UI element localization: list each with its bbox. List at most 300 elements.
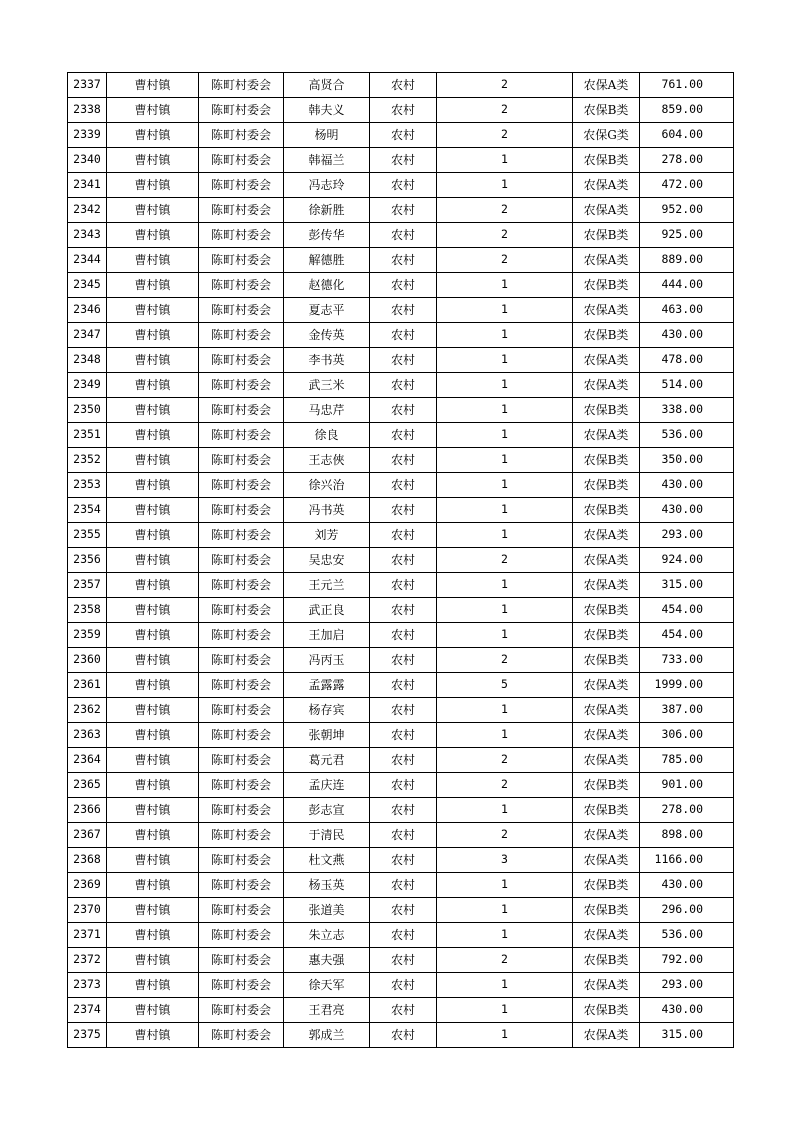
table-row xyxy=(68,798,734,823)
amount-cell: 430.00 xyxy=(640,498,734,523)
amount-cell: 430.00 xyxy=(640,473,734,498)
table-row xyxy=(68,173,734,198)
town-cell: 曹村镇 xyxy=(107,898,199,923)
table-row xyxy=(68,98,734,123)
row-number: 2344 xyxy=(68,248,107,273)
amount-cell: 889.00 xyxy=(640,248,734,273)
table-row xyxy=(68,623,734,648)
row-number: 2366 xyxy=(68,798,107,823)
insurance-class-cell: 农保A类 xyxy=(573,73,640,98)
name-cell: 冯志玲 xyxy=(284,173,370,198)
insurance-class-cell: 农保B类 xyxy=(573,648,640,673)
area-type-cell: 农村 xyxy=(370,998,437,1023)
table-row xyxy=(68,1023,734,1048)
town-cell: 曹村镇 xyxy=(107,523,199,548)
household-count-cell: 1 xyxy=(437,398,573,423)
name-cell: 杨玉英 xyxy=(284,873,370,898)
amount-cell: 478.00 xyxy=(640,348,734,373)
area-type-cell: 农村 xyxy=(370,448,437,473)
village-committee-cell: 陈町村委会 xyxy=(199,823,284,848)
household-count-cell: 1 xyxy=(437,323,573,348)
town-cell: 曹村镇 xyxy=(107,323,199,348)
area-type-cell: 农村 xyxy=(370,348,437,373)
area-type-cell: 农村 xyxy=(370,573,437,598)
name-cell: 葛元君 xyxy=(284,748,370,773)
insurance-class-cell: 农保B类 xyxy=(573,873,640,898)
insurance-class-cell: 农保B类 xyxy=(573,498,640,523)
table-row xyxy=(68,273,734,298)
area-type-cell: 农村 xyxy=(370,648,437,673)
town-cell: 曹村镇 xyxy=(107,998,199,1023)
name-cell: 刘芳 xyxy=(284,523,370,548)
town-cell: 曹村镇 xyxy=(107,548,199,573)
name-cell: 惠夫强 xyxy=(284,948,370,973)
name-cell: 吴忠安 xyxy=(284,548,370,573)
village-committee-cell: 陈町村委会 xyxy=(199,1023,284,1048)
table-row xyxy=(68,648,734,673)
area-type-cell: 农村 xyxy=(370,923,437,948)
village-committee-cell: 陈町村委会 xyxy=(199,448,284,473)
amount-cell: 430.00 xyxy=(640,998,734,1023)
area-type-cell: 农村 xyxy=(370,323,437,348)
town-cell: 曹村镇 xyxy=(107,723,199,748)
table-row xyxy=(68,123,734,148)
household-count-cell: 2 xyxy=(437,123,573,148)
row-number: 2342 xyxy=(68,198,107,223)
insurance-class-cell: 农保B类 xyxy=(573,148,640,173)
household-count-cell: 1 xyxy=(437,473,573,498)
table-row xyxy=(68,748,734,773)
area-type-cell: 农村 xyxy=(370,298,437,323)
name-cell: 杨明 xyxy=(284,123,370,148)
row-number: 2353 xyxy=(68,473,107,498)
village-committee-cell: 陈町村委会 xyxy=(199,923,284,948)
table-row xyxy=(68,398,734,423)
village-committee-cell: 陈町村委会 xyxy=(199,198,284,223)
name-cell: 李书英 xyxy=(284,348,370,373)
village-committee-cell: 陈町村委会 xyxy=(199,123,284,148)
household-count-cell: 1 xyxy=(437,298,573,323)
household-count-cell: 1 xyxy=(437,598,573,623)
name-cell: 赵德化 xyxy=(284,273,370,298)
amount-cell: 536.00 xyxy=(640,923,734,948)
name-cell: 徐新胜 xyxy=(284,198,370,223)
town-cell: 曹村镇 xyxy=(107,798,199,823)
town-cell: 曹村镇 xyxy=(107,623,199,648)
insurance-class-cell: 农保B类 xyxy=(573,798,640,823)
household-count-cell: 1 xyxy=(437,148,573,173)
insurance-class-cell: 农保A类 xyxy=(573,373,640,398)
area-type-cell: 农村 xyxy=(370,873,437,898)
amount-cell: 430.00 xyxy=(640,873,734,898)
table-row xyxy=(68,823,734,848)
row-number: 2355 xyxy=(68,523,107,548)
amount-cell: 293.00 xyxy=(640,523,734,548)
insurance-class-cell: 农保B类 xyxy=(573,948,640,973)
household-count-cell: 1 xyxy=(437,898,573,923)
name-cell: 彭传华 xyxy=(284,223,370,248)
area-type-cell: 农村 xyxy=(370,148,437,173)
amount-cell: 387.00 xyxy=(640,698,734,723)
town-cell: 曹村镇 xyxy=(107,373,199,398)
insurance-class-cell: 农保A类 xyxy=(573,923,640,948)
household-count-cell: 1 xyxy=(437,1023,573,1048)
household-count-cell: 1 xyxy=(437,423,573,448)
area-type-cell: 农村 xyxy=(370,248,437,273)
area-type-cell: 农村 xyxy=(370,548,437,573)
amount-cell: 463.00 xyxy=(640,298,734,323)
amount-cell: 315.00 xyxy=(640,1023,734,1048)
name-cell: 徐兴治 xyxy=(284,473,370,498)
town-cell: 曹村镇 xyxy=(107,398,199,423)
records-body xyxy=(68,73,734,1048)
amount-cell: 278.00 xyxy=(640,148,734,173)
town-cell: 曹村镇 xyxy=(107,223,199,248)
table-row xyxy=(68,73,734,98)
town-cell: 曹村镇 xyxy=(107,273,199,298)
table-row xyxy=(68,598,734,623)
amount-cell: 338.00 xyxy=(640,398,734,423)
town-cell: 曹村镇 xyxy=(107,498,199,523)
name-cell: 金传英 xyxy=(284,323,370,348)
name-cell: 马忠芹 xyxy=(284,398,370,423)
village-committee-cell: 陈町村委会 xyxy=(199,848,284,873)
area-type-cell: 农村 xyxy=(370,423,437,448)
town-cell: 曹村镇 xyxy=(107,748,199,773)
area-type-cell: 农村 xyxy=(370,498,437,523)
household-count-cell: 2 xyxy=(437,773,573,798)
amount-cell: 315.00 xyxy=(640,573,734,598)
village-committee-cell: 陈町村委会 xyxy=(199,698,284,723)
row-number: 2356 xyxy=(68,548,107,573)
insurance-class-cell: 农保G类 xyxy=(573,123,640,148)
village-committee-cell: 陈町村委会 xyxy=(199,798,284,823)
area-type-cell: 农村 xyxy=(370,948,437,973)
amount-cell: 514.00 xyxy=(640,373,734,398)
household-count-cell: 2 xyxy=(437,73,573,98)
amount-cell: 278.00 xyxy=(640,798,734,823)
household-count-cell: 1 xyxy=(437,523,573,548)
town-cell: 曹村镇 xyxy=(107,598,199,623)
row-number: 2341 xyxy=(68,173,107,198)
name-cell: 高贤合 xyxy=(284,73,370,98)
table-row xyxy=(68,323,734,348)
insurance-class-cell: 农保B类 xyxy=(573,473,640,498)
town-cell: 曹村镇 xyxy=(107,423,199,448)
household-count-cell: 1 xyxy=(437,573,573,598)
row-number: 2357 xyxy=(68,573,107,598)
village-committee-cell: 陈町村委会 xyxy=(199,273,284,298)
table-row xyxy=(68,498,734,523)
insurance-class-cell: 农保A类 xyxy=(573,1023,640,1048)
area-type-cell: 农村 xyxy=(370,473,437,498)
row-number: 2360 xyxy=(68,648,107,673)
name-cell: 郭成兰 xyxy=(284,1023,370,1048)
area-type-cell: 农村 xyxy=(370,173,437,198)
household-count-cell: 1 xyxy=(437,873,573,898)
area-type-cell: 农村 xyxy=(370,823,437,848)
table-row xyxy=(68,198,734,223)
household-count-cell: 2 xyxy=(437,198,573,223)
village-committee-cell: 陈町村委会 xyxy=(199,998,284,1023)
area-type-cell: 农村 xyxy=(370,973,437,998)
amount-cell: 444.00 xyxy=(640,273,734,298)
name-cell: 徐天军 xyxy=(284,973,370,998)
household-count-cell: 1 xyxy=(437,798,573,823)
town-cell: 曹村镇 xyxy=(107,198,199,223)
name-cell: 韩夫义 xyxy=(284,98,370,123)
insurance-class-cell: 农保A类 xyxy=(573,248,640,273)
row-number: 2369 xyxy=(68,873,107,898)
name-cell: 杨存宾 xyxy=(284,698,370,723)
amount-cell: 952.00 xyxy=(640,198,734,223)
town-cell: 曹村镇 xyxy=(107,948,199,973)
village-committee-cell: 陈町村委会 xyxy=(199,323,284,348)
name-cell: 王元兰 xyxy=(284,573,370,598)
area-type-cell: 农村 xyxy=(370,598,437,623)
amount-cell: 785.00 xyxy=(640,748,734,773)
table-row xyxy=(68,898,734,923)
row-number: 2354 xyxy=(68,498,107,523)
village-committee-cell: 陈町村委会 xyxy=(199,748,284,773)
row-number: 2365 xyxy=(68,773,107,798)
name-cell: 武三米 xyxy=(284,373,370,398)
table-row xyxy=(68,223,734,248)
insurance-class-cell: 农保B类 xyxy=(573,323,640,348)
table-row xyxy=(68,873,734,898)
insurance-class-cell: 农保A类 xyxy=(573,348,640,373)
household-count-cell: 1 xyxy=(437,448,573,473)
town-cell: 曹村镇 xyxy=(107,148,199,173)
table-row xyxy=(68,923,734,948)
town-cell: 曹村镇 xyxy=(107,123,199,148)
household-count-cell: 1 xyxy=(437,273,573,298)
area-type-cell: 农村 xyxy=(370,123,437,148)
household-count-cell: 1 xyxy=(437,173,573,198)
amount-cell: 454.00 xyxy=(640,598,734,623)
village-committee-cell: 陈町村委会 xyxy=(199,873,284,898)
area-type-cell: 农村 xyxy=(370,698,437,723)
table-row xyxy=(68,673,734,698)
row-number: 2339 xyxy=(68,123,107,148)
area-type-cell: 农村 xyxy=(370,198,437,223)
insurance-class-cell: 农保A类 xyxy=(573,173,640,198)
amount-cell: 1999.00 xyxy=(640,673,734,698)
table-row xyxy=(68,448,734,473)
household-count-cell: 2 xyxy=(437,648,573,673)
village-committee-cell: 陈町村委会 xyxy=(199,673,284,698)
row-number: 2337 xyxy=(68,73,107,98)
insurance-class-cell: 农保A类 xyxy=(573,523,640,548)
row-number: 2347 xyxy=(68,323,107,348)
area-type-cell: 农村 xyxy=(370,273,437,298)
name-cell: 朱立志 xyxy=(284,923,370,948)
town-cell: 曹村镇 xyxy=(107,173,199,198)
table-row xyxy=(68,473,734,498)
name-cell: 于清民 xyxy=(284,823,370,848)
table-row xyxy=(68,573,734,598)
town-cell: 曹村镇 xyxy=(107,298,199,323)
insurance-class-cell: 农保B类 xyxy=(573,598,640,623)
village-committee-cell: 陈町村委会 xyxy=(199,498,284,523)
name-cell: 王志俠 xyxy=(284,448,370,473)
name-cell: 夏志平 xyxy=(284,298,370,323)
amount-cell: 901.00 xyxy=(640,773,734,798)
insurance-class-cell: 农保B类 xyxy=(573,898,640,923)
row-number: 2367 xyxy=(68,823,107,848)
household-count-cell: 2 xyxy=(437,223,573,248)
amount-cell: 925.00 xyxy=(640,223,734,248)
area-type-cell: 农村 xyxy=(370,773,437,798)
row-number: 2373 xyxy=(68,973,107,998)
insurance-class-cell: 农保B类 xyxy=(573,773,640,798)
town-cell: 曹村镇 xyxy=(107,773,199,798)
household-count-cell: 2 xyxy=(437,823,573,848)
row-number: 2350 xyxy=(68,398,107,423)
row-number: 2368 xyxy=(68,848,107,873)
town-cell: 曹村镇 xyxy=(107,848,199,873)
amount-cell: 472.00 xyxy=(640,173,734,198)
insurance-class-cell: 农保A类 xyxy=(573,548,640,573)
insurance-class-cell: 农保A类 xyxy=(573,748,640,773)
insurance-class-cell: 农保B类 xyxy=(573,998,640,1023)
area-type-cell: 农村 xyxy=(370,523,437,548)
row-number: 2361 xyxy=(68,673,107,698)
village-committee-cell: 陈町村委会 xyxy=(199,223,284,248)
table-row xyxy=(68,423,734,448)
household-count-cell: 1 xyxy=(437,348,573,373)
table-row xyxy=(68,348,734,373)
row-number: 2346 xyxy=(68,298,107,323)
amount-cell: 536.00 xyxy=(640,423,734,448)
name-cell: 张朝坤 xyxy=(284,723,370,748)
row-number: 2351 xyxy=(68,423,107,448)
insurance-class-cell: 农保A类 xyxy=(573,723,640,748)
town-cell: 曹村镇 xyxy=(107,923,199,948)
records-table xyxy=(67,72,734,1048)
name-cell: 冯书英 xyxy=(284,498,370,523)
insurance-class-cell: 农保A类 xyxy=(573,423,640,448)
insurance-class-cell: 农保A类 xyxy=(573,823,640,848)
row-number: 2338 xyxy=(68,98,107,123)
area-type-cell: 农村 xyxy=(370,398,437,423)
village-committee-cell: 陈町村委会 xyxy=(199,298,284,323)
village-committee-cell: 陈町村委会 xyxy=(199,173,284,198)
area-type-cell: 农村 xyxy=(370,723,437,748)
area-type-cell: 农村 xyxy=(370,848,437,873)
amount-cell: 924.00 xyxy=(640,548,734,573)
household-count-cell: 2 xyxy=(437,948,573,973)
insurance-class-cell: 农保B类 xyxy=(573,98,640,123)
row-number: 2358 xyxy=(68,598,107,623)
village-committee-cell: 陈町村委会 xyxy=(199,348,284,373)
village-committee-cell: 陈町村委会 xyxy=(199,373,284,398)
town-cell: 曹村镇 xyxy=(107,348,199,373)
village-committee-cell: 陈町村委会 xyxy=(199,948,284,973)
village-committee-cell: 陈町村委会 xyxy=(199,648,284,673)
town-cell: 曹村镇 xyxy=(107,648,199,673)
name-cell: 杜文燕 xyxy=(284,848,370,873)
amount-cell: 733.00 xyxy=(640,648,734,673)
amount-cell: 1166.00 xyxy=(640,848,734,873)
row-number: 2349 xyxy=(68,373,107,398)
amount-cell: 306.00 xyxy=(640,723,734,748)
village-committee-cell: 陈町村委会 xyxy=(199,398,284,423)
household-count-cell: 1 xyxy=(437,998,573,1023)
amount-cell: 604.00 xyxy=(640,123,734,148)
household-count-cell: 2 xyxy=(437,748,573,773)
insurance-class-cell: 农保A类 xyxy=(573,698,640,723)
town-cell: 曹村镇 xyxy=(107,973,199,998)
household-count-cell: 2 xyxy=(437,548,573,573)
name-cell: 孟露露 xyxy=(284,673,370,698)
table-row xyxy=(68,698,734,723)
insurance-class-cell: 农保A类 xyxy=(573,973,640,998)
row-number: 2372 xyxy=(68,948,107,973)
insurance-class-cell: 农保B类 xyxy=(573,398,640,423)
row-number: 2374 xyxy=(68,998,107,1023)
table-row xyxy=(68,848,734,873)
area-type-cell: 农村 xyxy=(370,373,437,398)
village-committee-cell: 陈町村委会 xyxy=(199,723,284,748)
row-number: 2345 xyxy=(68,273,107,298)
insurance-class-cell: 农保B类 xyxy=(573,273,640,298)
amount-cell: 898.00 xyxy=(640,823,734,848)
amount-cell: 430.00 xyxy=(640,323,734,348)
village-committee-cell: 陈町村委会 xyxy=(199,248,284,273)
area-type-cell: 农村 xyxy=(370,748,437,773)
table-row xyxy=(68,298,734,323)
table-row xyxy=(68,548,734,573)
village-committee-cell: 陈町村委会 xyxy=(199,473,284,498)
table-row xyxy=(68,148,734,173)
name-cell: 孟庆连 xyxy=(284,773,370,798)
name-cell: 张道美 xyxy=(284,898,370,923)
household-count-cell: 1 xyxy=(437,498,573,523)
household-count-cell: 1 xyxy=(437,698,573,723)
area-type-cell: 农村 xyxy=(370,673,437,698)
row-number: 2375 xyxy=(68,1023,107,1048)
row-number: 2362 xyxy=(68,698,107,723)
row-number: 2364 xyxy=(68,748,107,773)
name-cell: 韩福兰 xyxy=(284,148,370,173)
name-cell: 武正良 xyxy=(284,598,370,623)
table-row xyxy=(68,723,734,748)
town-cell: 曹村镇 xyxy=(107,98,199,123)
area-type-cell: 农村 xyxy=(370,98,437,123)
area-type-cell: 农村 xyxy=(370,623,437,648)
area-type-cell: 农村 xyxy=(370,223,437,248)
village-committee-cell: 陈町村委会 xyxy=(199,73,284,98)
household-count-cell: 1 xyxy=(437,973,573,998)
town-cell: 曹村镇 xyxy=(107,823,199,848)
town-cell: 曹村镇 xyxy=(107,448,199,473)
amount-cell: 350.00 xyxy=(640,448,734,473)
row-number: 2352 xyxy=(68,448,107,473)
town-cell: 曹村镇 xyxy=(107,873,199,898)
row-number: 2371 xyxy=(68,923,107,948)
town-cell: 曹村镇 xyxy=(107,73,199,98)
insurance-class-cell: 农保A类 xyxy=(573,848,640,873)
household-count-cell: 1 xyxy=(437,623,573,648)
row-number: 2370 xyxy=(68,898,107,923)
village-committee-cell: 陈町村委会 xyxy=(199,148,284,173)
table-row xyxy=(68,373,734,398)
insurance-class-cell: 农保A类 xyxy=(573,673,640,698)
name-cell: 彭志宣 xyxy=(284,798,370,823)
household-count-cell: 1 xyxy=(437,923,573,948)
household-count-cell: 1 xyxy=(437,373,573,398)
